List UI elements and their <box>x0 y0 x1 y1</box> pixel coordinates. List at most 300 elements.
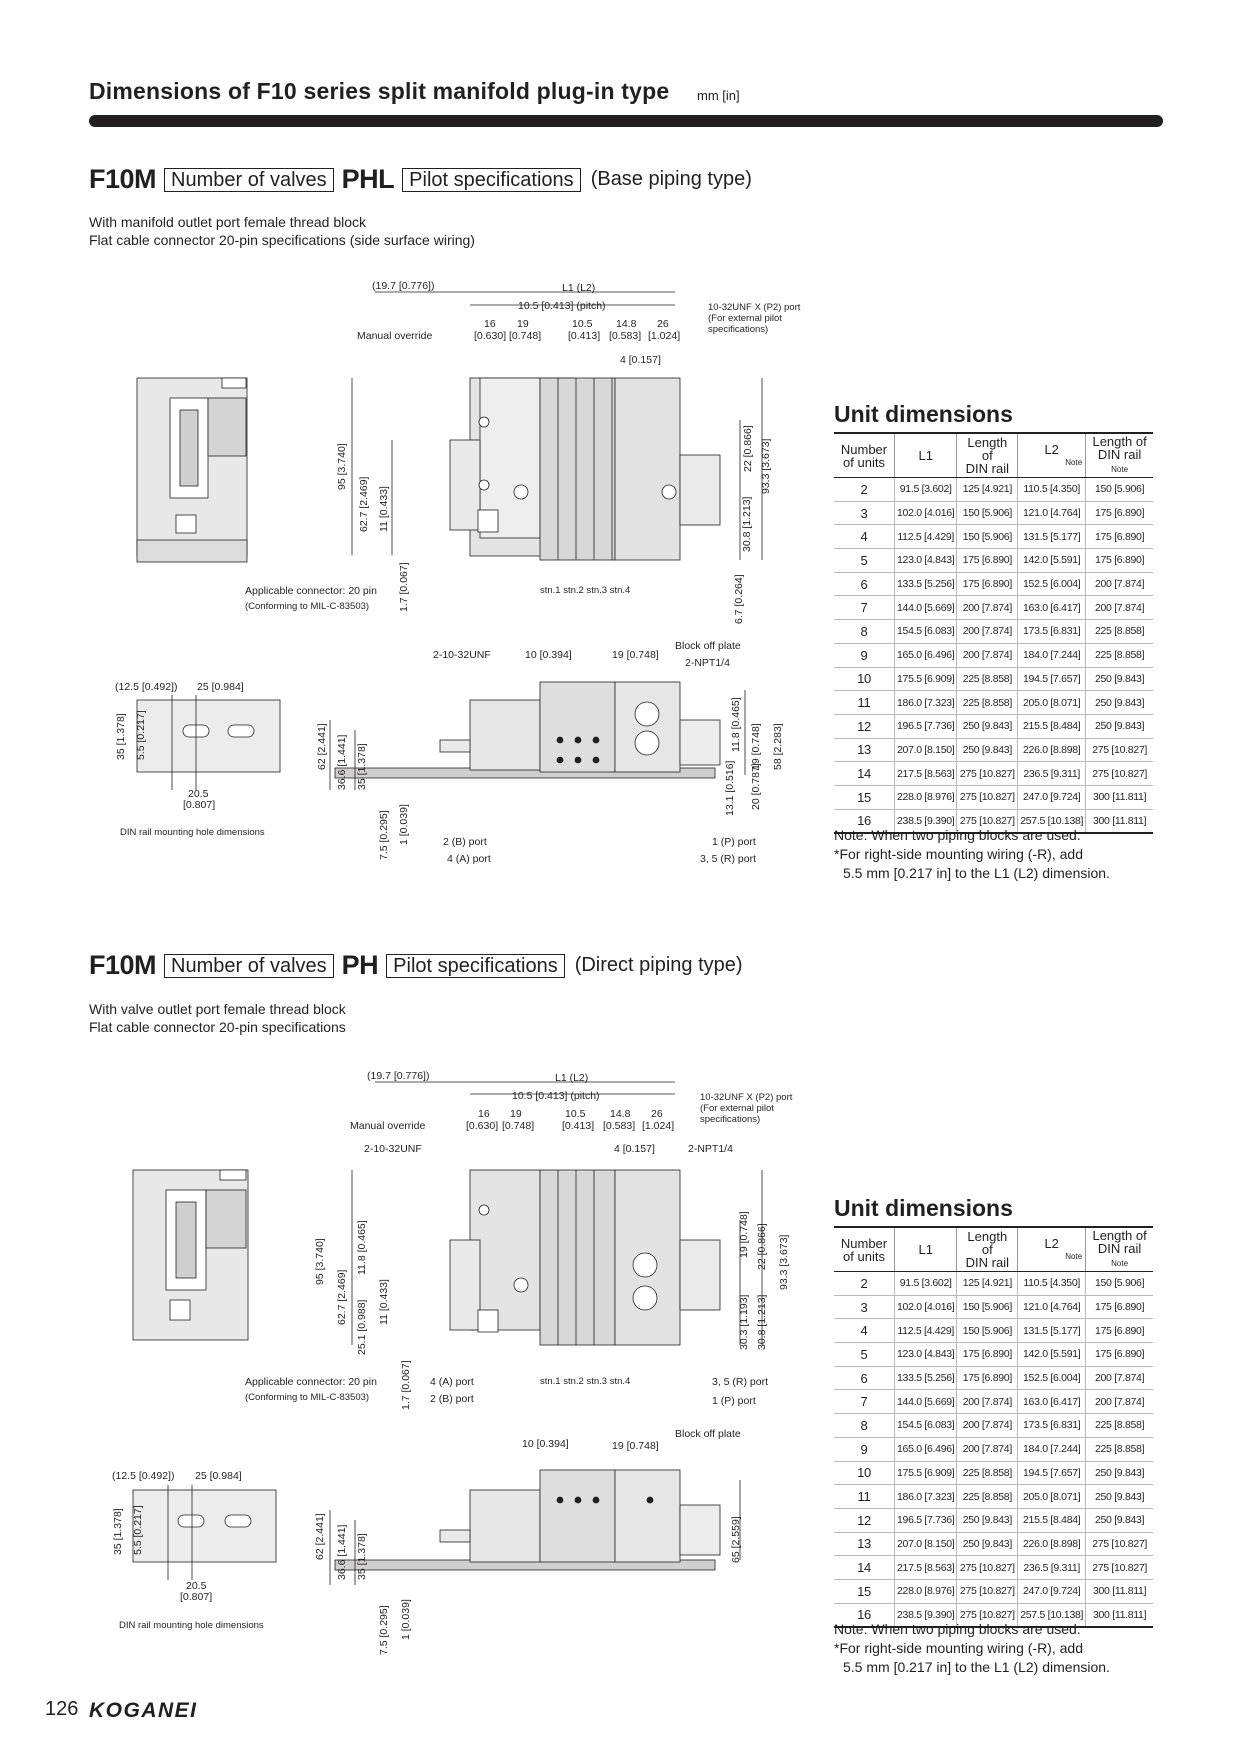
table-cell: 194.5 [7.657] <box>1018 667 1086 691</box>
table-cell: 150 [5.906] <box>1086 1272 1153 1296</box>
table-cell: 175 [6.890] <box>957 572 1018 596</box>
dimension-label: 1 [0.039] <box>398 804 410 845</box>
header-din-rail-note: Length of DIN rail Note <box>1086 1227 1153 1272</box>
table-cell: 186.0 [7.323] <box>895 1485 957 1509</box>
brand-logo: KOGANEI <box>89 1699 198 1722</box>
table-cell: 250 [9.843] <box>957 1508 1018 1532</box>
table-cell: 225 [8.858] <box>957 1461 1018 1485</box>
note-line: *For right-side mounting wiring (-R), add <box>834 1640 1083 1656</box>
dimension-label: 20.5 <box>188 788 209 800</box>
dimension-label: 58 [2.283] <box>772 723 784 770</box>
table-header-row <box>834 1227 1153 1272</box>
connector-label: (Conforming to MIL-C-83503) <box>245 601 370 612</box>
din-rail-view <box>137 695 280 790</box>
table-cell: 165.0 [6.496] <box>895 643 957 667</box>
table-cell: 226.0 [8.898] <box>1018 1532 1086 1556</box>
table-cell: 257.5 [10.138] <box>1018 809 1086 833</box>
dimension-label: 11.8 [0.465] <box>730 697 742 752</box>
table-cell: 131.5 [5.177] <box>1018 1319 1086 1343</box>
header-units: Number of units <box>834 433 895 478</box>
table-cell: 215.5 [8.484] <box>1018 1508 1086 1532</box>
table-cell: 133.5 [5.256] <box>895 572 957 596</box>
dimension-label: 25 [0.984] <box>197 681 244 693</box>
table-cell: 217.5 [8.563] <box>895 1556 957 1580</box>
table-row <box>834 620 1153 644</box>
dimension-label: (19.7 [0.776]) <box>372 280 435 292</box>
table-cell: 228.0 [8.976] <box>895 785 957 809</box>
dimension-label: 30.8 [1.213] <box>741 496 753 552</box>
table-cell: 275 [10.827] <box>957 1579 1018 1603</box>
thread-label: 2-10-32UNF <box>364 1143 422 1155</box>
table-row <box>834 1272 1153 1296</box>
port-label: 3, 5 (R) port <box>700 853 757 865</box>
table-cell: 207.0 [8.150] <box>895 1532 957 1556</box>
table-cell: 152.5 [6.004] <box>1018 1366 1086 1390</box>
dimension-label: 4 [0.157] <box>620 354 661 366</box>
table-cell: 250 [9.843] <box>1086 667 1153 691</box>
table-cell: 125 [4.921] <box>957 478 1018 502</box>
dimension-label: 36.6 [1.441] <box>336 734 348 790</box>
connector-label: (Conforming to MIL-C-83503) <box>245 1392 370 1403</box>
table-cell: 91.5 [3.602] <box>895 478 957 502</box>
table-cell: 184.0 [7.244] <box>1018 643 1086 667</box>
table-cell: 275 [10.827] <box>1086 762 1153 786</box>
table-cell: 110.5 [4.350] <box>1018 1272 1086 1296</box>
table-row <box>834 691 1153 715</box>
table-row <box>834 1485 1153 1509</box>
piping-code: PHL <box>341 164 395 194</box>
table-cell: 184.0 [7.244] <box>1018 1437 1086 1461</box>
dimension-label: 30.3 [1.193] <box>738 1294 750 1350</box>
table-cell: 123.0 [4.843] <box>895 1343 957 1367</box>
table-cell: 131.5 [5.177] <box>1018 525 1086 549</box>
table-cell: 215.5 [8.484] <box>1018 714 1086 738</box>
table-cell: 8 <box>834 620 895 644</box>
table-cell: 144.0 [5.669] <box>895 596 957 620</box>
table-cell: 200 [7.874] <box>1086 596 1153 620</box>
piping-type: (Base piping type) <box>590 168 752 190</box>
table-row <box>834 643 1153 667</box>
side-view <box>137 378 247 562</box>
dimension-label: (12.5 [0.492]) <box>115 681 178 693</box>
table-cell: 225 [8.858] <box>1086 1437 1153 1461</box>
table-row <box>834 714 1153 738</box>
station-label: stn.1 stn.2 stn.3 stn.4 <box>540 1376 631 1387</box>
table-row <box>834 785 1153 809</box>
note-line: Note: When two piping blocks are used. <box>834 827 1081 843</box>
table-cell: 165.0 [6.496] <box>895 1437 957 1461</box>
dimension-label: 11 [0.433] <box>378 486 390 532</box>
table-row <box>834 478 1153 502</box>
unit-dimensions-table <box>834 432 1153 834</box>
note-line: 5.5 mm [0.217 in] to the L1 (L2) dimension. <box>843 865 1110 881</box>
header-l2: L2 Note <box>1018 1227 1086 1272</box>
dimension-label: 36.6 [1.441] <box>336 1524 348 1580</box>
table-cell: 300 [11.811] <box>1086 785 1153 809</box>
table-cell: 275 [10.827] <box>1086 1532 1153 1556</box>
dimension-label: [1.024] <box>642 1120 675 1132</box>
table-row <box>834 1532 1153 1556</box>
table-header-row <box>834 433 1153 478</box>
dimension-label: 19 [0.748] <box>738 1211 750 1258</box>
dimension-label: 5.5 [0.217] <box>132 1505 144 1555</box>
table-row <box>834 1343 1153 1367</box>
table-cell: 186.0 [7.323] <box>895 691 957 715</box>
table-cell: 7 <box>834 1390 895 1414</box>
table-row <box>834 525 1153 549</box>
table-cell: 300 [11.811] <box>1086 809 1153 833</box>
dimension-label: L1 (L2) <box>555 1072 589 1084</box>
dimension-label: 7.5 [0.295] <box>378 810 390 860</box>
table-cell: 200 [7.874] <box>957 1437 1018 1461</box>
dimension-label: (19.7 [0.776]) <box>367 1070 430 1082</box>
table-cell: 112.5 [4.429] <box>895 525 957 549</box>
table-cell: 6 <box>834 1366 895 1390</box>
table-cell: 275 [10.827] <box>957 1556 1018 1580</box>
dimension-label: 1.7 [0.067] <box>398 562 410 612</box>
side-view <box>133 1170 248 1340</box>
port-label: (For external pilot <box>708 313 782 324</box>
table-row <box>834 667 1153 691</box>
table-cell: 10 <box>834 1461 895 1485</box>
dimension-label: 10 [0.394] <box>525 649 572 661</box>
table-cell: 5 <box>834 1343 895 1367</box>
header-din-rail: Length of DIN rail <box>957 433 1018 478</box>
port-label: 4 (A) port <box>447 853 491 865</box>
dimension-label: 35 [1.378] <box>356 743 368 790</box>
dimension-label: 13.1 [0.516] <box>724 760 736 816</box>
table-cell: 154.5 [6.083] <box>895 620 957 644</box>
pilot-box: Pilot specifications <box>402 168 581 192</box>
table-cell: 247.0 [9.724] <box>1018 1579 1086 1603</box>
dimension-label: 20.5 <box>186 1580 207 1592</box>
model-code: F10M <box>89 164 157 194</box>
table-row <box>834 572 1153 596</box>
table-cell: 2 <box>834 478 895 502</box>
table-row <box>834 1508 1153 1532</box>
table-note <box>834 826 1110 883</box>
connector-label: Applicable connector: 20 pin <box>245 585 377 597</box>
dimension-label: 62.7 [2.469] <box>358 476 370 532</box>
port-label: 1 (P) port <box>712 836 756 848</box>
dimension-label: 26 <box>651 1108 663 1120</box>
table-cell: 142.0 [5.591] <box>1018 549 1086 573</box>
table-cell: 2 <box>834 1272 895 1296</box>
table-cell: 300 [11.811] <box>1086 1603 1153 1627</box>
header-din-rail: Length of DIN rail <box>957 1227 1018 1272</box>
table-cell: 163.0 [6.417] <box>1018 596 1086 620</box>
dimension-label: 16 <box>478 1108 490 1120</box>
dimension-label: [0.630] <box>474 330 507 342</box>
port-label: specifications) <box>700 1114 761 1125</box>
table-cell: 144.0 [5.669] <box>895 1390 957 1414</box>
dimension-label: (12.5 [0.492]) <box>112 1470 175 1482</box>
table-cell: 250 [9.843] <box>957 1532 1018 1556</box>
dimension-label: 19 <box>517 318 529 330</box>
table-cell: 275 [10.827] <box>957 1603 1018 1627</box>
table-cell: 228.0 [8.976] <box>895 1579 957 1603</box>
table-cell: 226.0 [8.898] <box>1018 738 1086 762</box>
table-cell: 4 <box>834 525 895 549</box>
table-cell: 275 [10.827] <box>1086 738 1153 762</box>
table-cell: 196.5 [7.736] <box>895 714 957 738</box>
table-cell: 175.5 [6.909] <box>895 667 957 691</box>
dimension-label: 25.1 [0.988] <box>356 1299 368 1355</box>
note-line: *For right-side mounting wiring (-R), add <box>834 846 1083 862</box>
table-cell: 200 [7.874] <box>957 643 1018 667</box>
table-cell: 200 [7.874] <box>957 1390 1018 1414</box>
table-cell: 175 [6.890] <box>1086 525 1153 549</box>
dimension-label: 7.5 [0.295] <box>378 1605 390 1655</box>
din-rail-view <box>133 1485 276 1580</box>
dimension-label: 10.5 [0.413] (pitch) <box>518 300 606 312</box>
table-cell: 121.0 [4.764] <box>1018 501 1086 525</box>
table-cell: 225 [8.858] <box>1086 1414 1153 1438</box>
page-number: 126 <box>45 1698 79 1720</box>
table-cell: 8 <box>834 1414 895 1438</box>
dimension-label: 93.3 [3.673] <box>778 1234 790 1290</box>
table-cell: 150 [5.906] <box>957 501 1018 525</box>
table-cell: 250 [9.843] <box>1086 1461 1153 1485</box>
table-cell: 91.5 [3.602] <box>895 1272 957 1296</box>
top-view <box>335 1470 720 1570</box>
dimension-label: 35 [1.378] <box>115 713 127 760</box>
table-cell: 247.0 [9.724] <box>1018 785 1086 809</box>
table-cell: 175 [6.890] <box>1086 501 1153 525</box>
table-cell: 200 [7.874] <box>957 596 1018 620</box>
front-view <box>450 378 720 560</box>
port-label: (For external pilot <box>700 1103 774 1114</box>
table-cell: 238.5 [9.390] <box>895 809 957 833</box>
table-row <box>834 1414 1153 1438</box>
table-row <box>834 1437 1153 1461</box>
table-cell: 163.0 [6.417] <box>1018 1390 1086 1414</box>
table-cell: 12 <box>834 1508 895 1532</box>
table-cell: 205.0 [8.071] <box>1018 1485 1086 1509</box>
table-cell: 10 <box>834 667 895 691</box>
table-cell: 175 [6.890] <box>957 1343 1018 1367</box>
table-cell: 205.0 [8.071] <box>1018 691 1086 715</box>
dimension-label: 95 [3.740] <box>314 1238 326 1285</box>
din-rail-caption: DIN rail mounting hole dimensions <box>120 827 265 838</box>
table-cell: 257.5 [10.138] <box>1018 1603 1086 1627</box>
dimension-label: 14.8 <box>616 318 637 330</box>
table-cell: 150 [5.906] <box>957 1295 1018 1319</box>
dimension-label: [0.413] <box>562 1120 595 1132</box>
table-cell: 102.0 [4.016] <box>895 1295 957 1319</box>
port-label: 2 (B) port <box>430 1393 474 1405</box>
table-cell: 236.5 [9.311] <box>1018 762 1086 786</box>
table-cell: 14 <box>834 1556 895 1580</box>
table-cell: 13 <box>834 738 895 762</box>
dimension-label: 22 [0.866] <box>756 1223 768 1270</box>
unit-dimensions-title: Unit dimensions <box>834 1195 1013 1221</box>
table-cell: 150 [5.906] <box>957 1319 1018 1343</box>
dimension-label: 95 [3.740] <box>336 443 348 490</box>
header-din-rail-note: Length of DIN rail Note <box>1086 433 1153 478</box>
dimension-label: 62.7 [2.469] <box>336 1269 348 1325</box>
table-cell: 236.5 [9.311] <box>1018 1556 1086 1580</box>
table-cell: 13 <box>834 1532 895 1556</box>
table-cell: 150 [5.906] <box>957 525 1018 549</box>
dimension-label: 19 <box>510 1108 522 1120</box>
table-cell: 15 <box>834 785 895 809</box>
table-cell: 9 <box>834 1437 895 1461</box>
port-label: 10-32UNF X (P2) port <box>708 302 801 313</box>
table-cell: 200 [7.874] <box>957 620 1018 644</box>
unit-dimensions-table <box>834 1226 1153 1628</box>
table-cell: 225 [8.858] <box>1086 643 1153 667</box>
port-label: 2-NPT1/4 <box>688 1143 733 1155</box>
dimension-label: 19 [0.748] <box>750 723 762 770</box>
dimension-label: 11 [0.433] <box>378 1279 390 1325</box>
port-label: 3, 5 (R) port <box>712 1376 769 1388</box>
dimension-label: 19 [0.748] <box>612 1440 659 1452</box>
table-cell: 200 [7.874] <box>957 1414 1018 1438</box>
dimension-label: 10.5 <box>565 1108 586 1120</box>
block-off-plate-label: Block off plate <box>675 640 741 652</box>
table-row <box>834 1319 1153 1343</box>
table-cell: 225 [8.858] <box>957 1485 1018 1509</box>
manual-override-label: Manual override <box>357 330 433 342</box>
connector-label: Applicable connector: 20 pin <box>245 1376 377 1388</box>
description-line: With manifold outlet port female thread block <box>89 214 367 230</box>
dimension-label: [0.748] <box>502 1120 535 1132</box>
dimension-label: 4 [0.157] <box>614 1143 655 1155</box>
note-line: 5.5 mm [0.217 in] to the L1 (L2) dimension. <box>843 1659 1110 1675</box>
table-cell: 300 [11.811] <box>1086 1579 1153 1603</box>
table-cell: 275 [10.827] <box>957 762 1018 786</box>
table-cell: 225 [8.858] <box>957 667 1018 691</box>
table-cell: 238.5 [9.390] <box>895 1603 957 1627</box>
dimension-label: 5.5 [0.217] <box>135 710 147 760</box>
table-cell: 173.5 [6.831] <box>1018 620 1086 644</box>
table-cell: 173.5 [6.831] <box>1018 1414 1086 1438</box>
table-row <box>834 1461 1153 1485</box>
table-cell: 275 [10.827] <box>957 785 1018 809</box>
dimension-label: [0.413] <box>568 330 601 342</box>
table-row <box>834 1366 1153 1390</box>
front-view <box>450 1170 720 1345</box>
table-cell: 121.0 [4.764] <box>1018 1295 1086 1319</box>
table-row <box>834 596 1153 620</box>
table-note <box>834 1620 1110 1677</box>
dimension-label: 35 [1.378] <box>356 1533 368 1580</box>
table-row <box>834 1295 1153 1319</box>
dimension-label: 26 <box>657 318 669 330</box>
valves-box: Number of valves <box>164 954 334 978</box>
dimension-label: L1 (L2) <box>562 282 596 294</box>
port-label: 2 (B) port <box>443 836 487 848</box>
dimension-label: 35 [1.378] <box>112 1508 124 1555</box>
table-cell: 275 [10.827] <box>1086 1556 1153 1580</box>
table-cell: 275 [10.827] <box>957 809 1018 833</box>
header-l2: L2 Note <box>1018 433 1086 478</box>
table-row <box>834 1556 1153 1580</box>
unit-dimensions-title: Unit dimensions <box>834 401 1013 427</box>
table-cell: 11 <box>834 691 895 715</box>
dimension-label: 65 [2.559] <box>730 1516 742 1563</box>
dimension-label: [0.583] <box>603 1120 636 1132</box>
table-cell: 200 [7.874] <box>1086 1366 1153 1390</box>
table-cell: 110.5 [4.350] <box>1018 478 1086 502</box>
header-units: Number of units <box>834 1227 895 1272</box>
port-label: 2-NPT1/4 <box>685 657 730 669</box>
dimension-label: 1 [0.039] <box>400 1599 412 1640</box>
port-label: 4 (A) port <box>430 1376 474 1388</box>
station-label: stn.1 stn.2 stn.3 stn.4 <box>540 585 631 596</box>
table-cell: 123.0 [4.843] <box>895 549 957 573</box>
header-l1: L1 <box>895 1227 957 1272</box>
table-cell: 175 [6.890] <box>1086 1319 1153 1343</box>
dimension-label: 16 <box>484 318 496 330</box>
table-cell: 250 [9.843] <box>1086 1508 1153 1532</box>
table-cell: 7 <box>834 596 895 620</box>
description-line: Flat cable connector 20-pin specifications (side surface wiring) <box>89 232 475 248</box>
table-cell: 6 <box>834 572 895 596</box>
table-cell: 16 <box>834 1603 895 1627</box>
dimension-label: 6.7 [0.264] <box>733 574 745 624</box>
pilot-box: Pilot specifications <box>386 954 565 978</box>
thread-label: 2-10-32UNF <box>433 649 491 661</box>
dimension-label: 10.5 <box>572 318 593 330</box>
note-line: Note: When two piping blocks are used. <box>834 1621 1081 1637</box>
table-cell: 9 <box>834 643 895 667</box>
table-cell: 133.5 [5.256] <box>895 1366 957 1390</box>
table-cell: 154.5 [6.083] <box>895 1414 957 1438</box>
din-rail-caption: DIN rail mounting hole dimensions <box>119 1620 264 1631</box>
table-cell: 112.5 [4.429] <box>895 1319 957 1343</box>
table-body <box>834 1272 1153 1628</box>
table-cell: 175 [6.890] <box>1086 1343 1153 1367</box>
table-cell: 196.5 [7.736] <box>895 1508 957 1532</box>
dimension-label: [1.024] <box>648 330 681 342</box>
port-label: 1 (P) port <box>712 1395 756 1407</box>
table-cell: 3 <box>834 1295 895 1319</box>
table-cell: 250 [9.843] <box>1086 691 1153 715</box>
dimension-label: [0.807] <box>183 799 216 811</box>
table-cell: 4 <box>834 1319 895 1343</box>
dimension-label: 30.8 [1.213] <box>756 1294 768 1350</box>
table-cell: 5 <box>834 549 895 573</box>
table-cell: 11 <box>834 1485 895 1509</box>
dimension-label: 62 [2.441] <box>316 723 328 770</box>
description-line: Flat cable connector 20-pin specifications <box>89 1019 346 1035</box>
table-cell: 150 [5.906] <box>1086 478 1153 502</box>
table-cell: 102.0 [4.016] <box>895 501 957 525</box>
port-label: 10-32UNF X (P2) port <box>700 1092 793 1103</box>
table-cell: 125 [4.921] <box>957 1272 1018 1296</box>
piping-type: (Direct piping type) <box>574 954 743 976</box>
table-row <box>834 501 1153 525</box>
table-cell: 142.0 [5.591] <box>1018 1343 1086 1367</box>
table-cell: 250 [9.843] <box>1086 714 1153 738</box>
section-2-description <box>89 1000 346 1036</box>
top-view <box>335 682 720 778</box>
table-cell: 250 [9.843] <box>1086 1485 1153 1509</box>
dimension-label: [0.630] <box>466 1120 499 1132</box>
table-row <box>834 549 1153 573</box>
table-cell: 175 [6.890] <box>1086 1295 1153 1319</box>
dimension-label: 10.5 [0.413] (pitch) <box>512 1090 600 1102</box>
table-cell: 16 <box>834 809 895 833</box>
table-cell: 175 [6.890] <box>957 549 1018 573</box>
table-cell: 14 <box>834 762 895 786</box>
table-cell: 200 [7.874] <box>1086 1390 1153 1414</box>
dimension-label: 93.3 [3.673] <box>760 438 772 494</box>
table-row <box>834 762 1153 786</box>
dimension-label: 62 [2.441] <box>314 1513 326 1560</box>
